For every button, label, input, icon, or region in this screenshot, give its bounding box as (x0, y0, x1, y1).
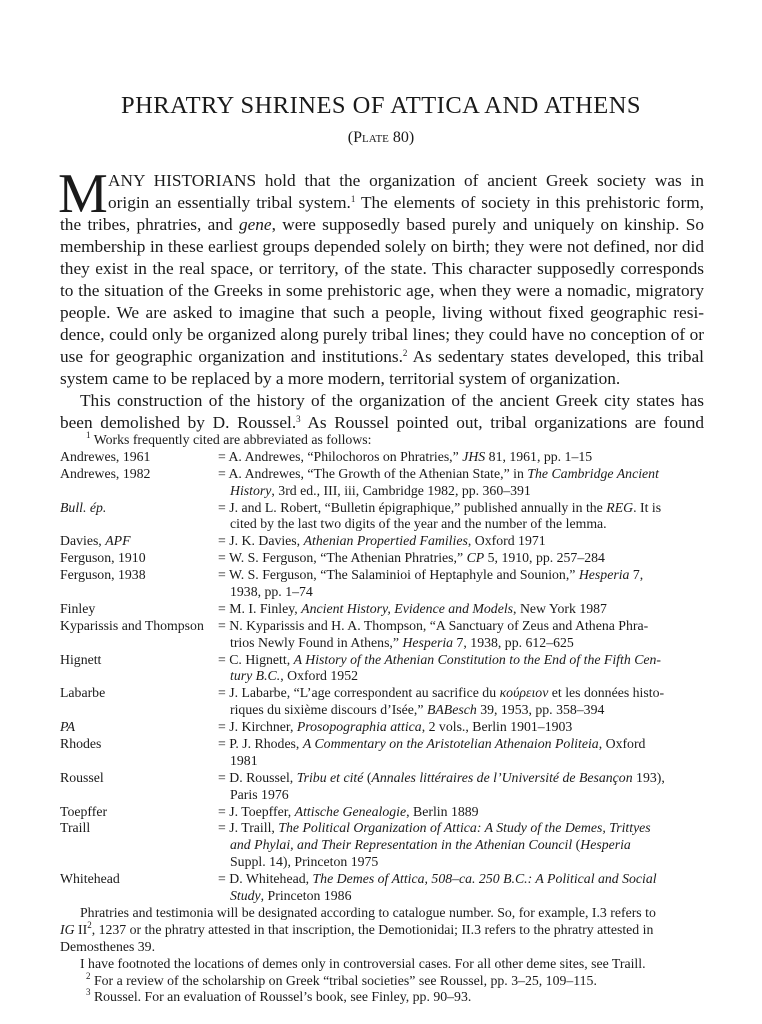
body-line (60, 412, 704, 434)
body-line (60, 214, 704, 236)
abbreviation-value: = J. and L. Robert, “Bulletin épigraphique,” published annually in the REG. It is (218, 499, 662, 515)
abbreviation-entry (60, 500, 704, 517)
abbreviation-value: = D. Roussel, Tribu et cité (Annales littéraires de l’Université de Besançon 193), (218, 769, 665, 785)
abbreviation-key: Ferguson, 1938 (60, 567, 146, 583)
abbreviation-key: Whitehead (60, 871, 120, 887)
abbreviation-entry (60, 449, 704, 466)
body-text-segment: The elements of society in this prehistoric form, (355, 193, 704, 212)
footnote-text: Roussel. For an evaluation of Roussel’s book, see Finley, pp. 90–93. (93, 989, 472, 1005)
abbreviation-key: Kyparissis and Thompson (60, 617, 204, 633)
body-text-segment: origin an essentially tribal system. (108, 193, 351, 212)
plate-open: ( (347, 129, 354, 146)
footnote-paragraph: I have footnoted the locations of demes only in controversial cases. For all other deme sites, see Traill. (80, 955, 646, 971)
abbreviation-entry (60, 652, 704, 669)
abbreviation-entry (60, 466, 704, 483)
abbreviation-entry (60, 820, 704, 837)
plate-word: Plate (353, 129, 389, 146)
abbreviation-continuation: trios Newly Found in Athens,” Hesperia 7, 1938, pp. 612–625 (230, 634, 574, 650)
abbreviation-continuation: Study, Princeton 1986 (230, 888, 352, 904)
plate-number: 80) (388, 129, 415, 146)
abbreviation-entry (60, 685, 704, 702)
footnote-marker: 1 (350, 194, 356, 204)
body-line (60, 346, 704, 368)
body-line: they exist in the real space, or territory, of the state. This character supposedly corresponds (60, 259, 704, 278)
abbreviation-entry (60, 567, 704, 584)
footnote-marker: 3 (296, 414, 301, 424)
abbreviation-value: = P. J. Rhodes, A Commentary on the Aristotelian Athenaion Politeia, Oxford (218, 736, 646, 752)
abbreviation-continuation: riques du sixième discours d’Isée,” BABesch 39, 1953, pp. 358–394 (230, 702, 605, 718)
plate-reference (0, 129, 762, 147)
abbreviation-value: = J. Labarbe, “L’age correspondent au sacrifice du κούρειον et les données histo- (218, 685, 665, 701)
body-text-segment: the tribes, phratries, and (60, 215, 239, 234)
body-text-segment: As Roussel pointed out, tribal organizations are found (300, 413, 704, 432)
body-line: dence, could only be organized along purely tribal lines; they could have no conception of or (60, 325, 704, 344)
abbreviation-continuation: Paris 1976 (230, 786, 289, 802)
body-line (60, 192, 704, 214)
footnote-paragraph: Phratries and testimonia will be designated according to catalogue number. So, for example, I.3 refers to (80, 904, 656, 920)
abbreviation-key: Finley (60, 600, 96, 616)
body-text-segment: use for geographic organization and institutions. (60, 347, 403, 366)
abbreviation-entry (60, 550, 704, 567)
footnote-text: For a review of the scholarship on Greek “tribal societies” see Roussel, pp. 3–25, 109–115. (93, 972, 597, 988)
abbreviation-entry (60, 736, 704, 753)
abbreviation-key: Toepffer (60, 803, 108, 819)
abbreviation-key: Labarbe (60, 685, 106, 701)
article-title: PHRATRY SHRINES OF ATTICA AND ATHENS (120, 92, 642, 119)
body-line: ANY HISTORIANS hold that the organization of ancient Greek society was in (108, 171, 704, 190)
abbreviation-key: Andrewes, 1982 (60, 465, 151, 481)
abbreviation-key: Davies, APF (60, 533, 131, 549)
body-text (58, 163, 704, 434)
abbreviation-value: = A. Andrewes, “Philochoros on Phratries,” JHS 81, 1961, pp. 1–15 (218, 448, 593, 464)
body-text-segment: been demolished by D. Roussel. (60, 413, 297, 432)
body-line: membership in these earliest groups depended solely on birth; they were not defined, nor did (60, 237, 704, 256)
abbreviation-continuation: Suppl. 14), Princeton 1975 (230, 854, 379, 870)
abbreviation-value: = J. Traill, The Political Organization of Attica: A Study of the Demes, Trittyes (218, 820, 651, 836)
body-text-segment: , were supposedly based purely and uniquely on kinship. So (271, 215, 704, 234)
abbreviation-value: = W. S. Ferguson, “The Salaminioi of Heptaphyle and Sounion,” Hesperia 7, (218, 567, 644, 583)
abbreviation-key: Rhodes (60, 736, 102, 752)
abbreviation-key: PA (60, 719, 76, 735)
abbreviation-continuation: cited by the last two digits of the year and the number of the lemma. (230, 516, 607, 532)
body-line: system came to be replaced by a more modern, territorial system of organization. (60, 369, 621, 388)
footnote-paragraph: IG $II^2$, 1237 or the phratry attested in that inscription, the Demotionidai; II.3 refers to the phratry attested in (60, 919, 654, 937)
abbreviation-continuation: tury B.C., Oxford 1952 (230, 668, 358, 684)
abbreviation-continuation: 1938, pp. 1–74 (230, 584, 313, 600)
abbreviation-continuation: History, 3rd ed., III, iii, Cambridge 1982, pp. 360–391 (230, 482, 531, 498)
body-line: to the situation of the Greeks in some prehistoric age, when they were a nomadic, migratory (60, 281, 704, 300)
abbreviation-key: Andrewes, 1961 (60, 448, 151, 464)
abbreviation-entry (60, 618, 704, 635)
abbreviation-value: = J. Toepffer, Attische Genealogie, Berlin 1889 (218, 803, 479, 819)
abbreviation-key: Roussel (60, 769, 104, 785)
abbreviation-continuation: and Phylai, and Their Representation in the Athenian Council (Hesperia (230, 837, 631, 853)
abbreviation-value: = J. Kirchner, Prosopographia attica, 2 vols., Berlin 1901–1903 (218, 719, 573, 735)
abbreviation-key: Traill (60, 820, 91, 836)
abbreviation-value: = D. Whitehead, The Demes of Attica, 508–ca. 250 B.C.: A Political and Social (218, 871, 657, 887)
abbreviation-entry (60, 804, 704, 821)
footnote-3 (60, 989, 704, 1006)
footnote-2 (60, 970, 704, 990)
abbreviation-key: Bull. ép. (60, 499, 107, 515)
abbreviation-value: = A. Andrewes, “The Growth of the Athenian State,” in The Cambridge Ancient (218, 465, 659, 481)
footnote-number: 3 (86, 987, 91, 998)
footnotes (60, 432, 704, 1006)
footnote-1 (60, 432, 704, 449)
abbreviation-value: = M. I. Finley, Ancient History, Evidence and Models, New York 1987 (218, 600, 607, 616)
abbreviation-value: = N. Kyparissis and H. A. Thompson, “A Sanctuary of Zeus and Athena Phra- (218, 617, 649, 633)
abbreviation-entry (60, 770, 704, 787)
abbreviation-value: = J. K. Davies, Athenian Propertied Families, Oxford 1971 (218, 533, 546, 549)
abbreviation-entry (60, 871, 704, 888)
abbreviation-key: Hignett (60, 651, 102, 667)
abbreviation-key: Ferguson, 1910 (60, 550, 146, 566)
footnote-marker: 2 (402, 348, 408, 358)
body-italic: gene (238, 215, 272, 234)
footnote-paragraph: Demosthenes 39. (60, 938, 156, 954)
body-line: people. We are asked to imagine that such a people, living without fixed geographic resi- (60, 303, 704, 322)
abbreviation-entry (60, 533, 704, 550)
drop-cap: M (58, 163, 108, 225)
footnote-number: 1 (86, 430, 91, 440)
abbreviation-entry (60, 601, 704, 618)
footnote-number: 2 (86, 970, 91, 981)
abbreviation-entry (60, 719, 704, 736)
body-text-segment: As sedentary states developed, this tribal (407, 347, 704, 366)
abbreviation-value: = C. Hignett, A History of the Athenian Constitution to the End of the Fifth Cen- (218, 651, 662, 667)
abbreviation-value: = W. S. Ferguson, “The Athenian Phratries,” CP 5, 1910, pp. 257–284 (218, 550, 605, 566)
footnote-text: Works frequently cited are abbreviated as follows: (93, 432, 372, 447)
abbreviation-continuation: 1981 (230, 752, 258, 768)
body-line: This construction of the history of the organization of the ancient Greek city states has (80, 391, 704, 410)
